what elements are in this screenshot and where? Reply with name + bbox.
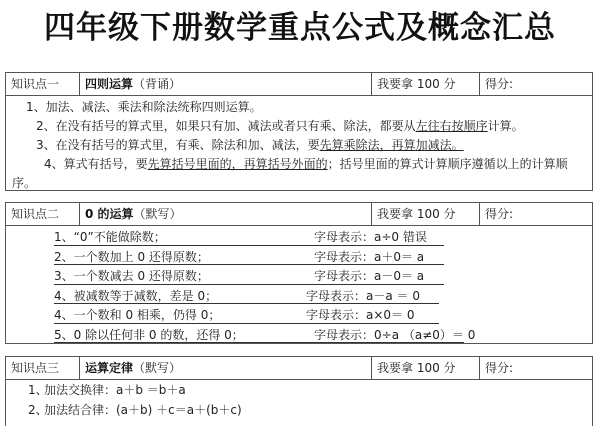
section-note: （默写） — [133, 361, 182, 375]
score-field[interactable]: 得分: — [485, 361, 514, 375]
formula-row: 3、一个数减去 0 还得原数； 字母表示：a－0＝ a — [6, 267, 592, 287]
section-operation-laws — [5, 356, 593, 426]
paragraph: 4、算式有括号，要先算括号里面的，再算括号外面的；括号里面的算式计算顺序遵循以上的计算顺序。 — [12, 157, 568, 190]
section-title — [80, 73, 372, 95]
section-header — [6, 73, 592, 96]
score-goal: 我要拿 100 分 — [372, 73, 480, 95]
section-body — [6, 380, 592, 420]
score-goal: 我要拿 100 分 — [372, 203, 480, 225]
section-name: 四则运算 — [85, 77, 134, 91]
law-item: 2、 加法结合律：(a＋b) ＋c＝a＋(b＋c) — [28, 403, 242, 417]
paragraph: 3、在没有括号的算式里，有乘、除法和加、减法，要先算乘除法，再算加减法。 — [36, 138, 464, 152]
page-title: 四年级下册数学重点公式及概念汇总 — [44, 10, 556, 46]
paragraph: 1、加法、减法、乘法和除法统称四则运算。 — [26, 100, 262, 114]
formula-row: 5、0 除以任何非 0 的数，还得 0； 字母表示：0÷a （a≠0）＝ 0 — [54, 327, 476, 342]
section-header — [6, 203, 592, 226]
formula-row: 2、一个数加上 0 还得原数； 字母表示：a＋0＝ a — [6, 248, 592, 268]
knowledge-point-label: 知识点三 — [6, 357, 80, 379]
paragraph: 2、在没有括号的算式里，如果只有加、减法或者只有乘、除法，都要从左往右按顺序计算。 — [36, 119, 524, 133]
law-item: 1、 加法交换律：a＋b ＝b＋a — [28, 383, 186, 397]
score-goal: 我要拿 100 分 — [372, 357, 480, 379]
formula-row: 4、一个数和 0 相乘，仍得 0； 字母表示：a×0＝ 0 — [6, 306, 592, 326]
formula-row: 1、“0”不能做除数； 字母表示：a÷0 错误 — [6, 228, 592, 248]
knowledge-point-label: 知识点一 — [6, 73, 80, 95]
section-name: 运算定律 — [85, 361, 134, 375]
section-note: （背诵） — [133, 77, 182, 91]
score-field[interactable]: 得分: — [485, 207, 514, 221]
section-header — [6, 357, 592, 380]
section-title — [80, 203, 372, 225]
score-field[interactable]: 得分: — [485, 77, 514, 91]
section-note: （默写） — [133, 207, 182, 221]
section-body — [6, 226, 592, 345]
section-name: 0 的运算 — [85, 207, 134, 221]
formula-row: 4、被减数等于减数，差是 0； 字母表示：a－a ＝ 0 — [6, 287, 592, 307]
section-title — [80, 357, 372, 379]
section-four-operations — [5, 72, 593, 191]
section-zero-operations — [5, 202, 593, 344]
section-body — [6, 96, 592, 193]
knowledge-point-label: 知识点二 — [6, 203, 80, 225]
